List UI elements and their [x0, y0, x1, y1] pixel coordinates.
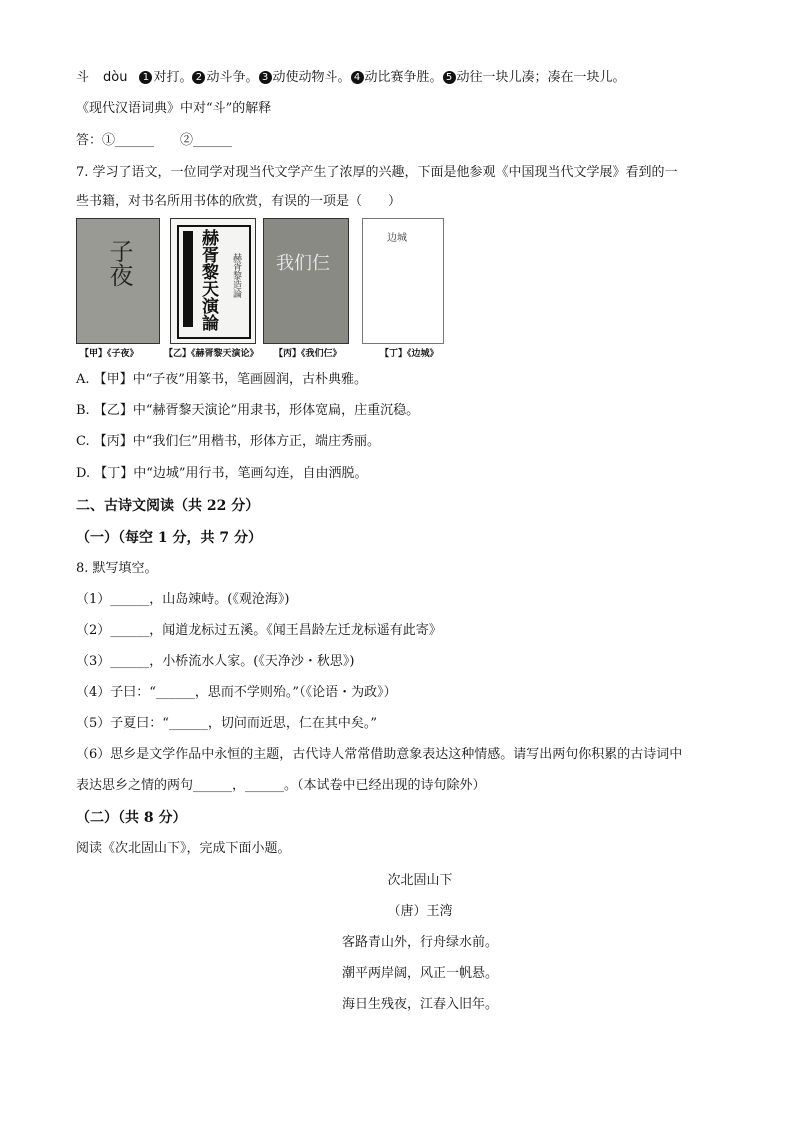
cover-title-womensa: 我们仨	[276, 253, 330, 274]
q7-option-c[interactable]: C. 【丙】中“我们仨”用楷书，形体方正，端庄秀丽。	[76, 434, 381, 449]
part2-instruction: 阅读《次北固山下》，完成下面小题。	[76, 841, 291, 856]
def-number-4: 4	[351, 71, 364, 84]
part1-title: （一）（每空 1 分，共 7 分）	[76, 530, 262, 546]
book-cover-images	[76, 218, 456, 358]
cover-band	[183, 231, 193, 327]
book-cover-biancheng	[362, 218, 444, 344]
q7-option-a[interactable]: A. 【甲】中“子夜”用篆书，笔画圆润，古朴典雅。	[76, 372, 367, 387]
book-cover-ziye	[76, 218, 160, 344]
book-cover-womensa	[263, 218, 349, 344]
dict-answer-blank[interactable]: 答：①______ ②______	[76, 133, 233, 148]
poem-author: （唐）王湾	[387, 904, 453, 919]
q8-item-3[interactable]: （3）______，小桥流水人家。(《天净沙・秋思》)	[76, 654, 355, 669]
book-cover-tianyanlun	[170, 218, 256, 344]
def-text-5: 动往一块儿凑；凑在一块儿。	[456, 70, 626, 85]
caption-ding: 【丁】《边城》	[380, 349, 439, 359]
def-number-3: 3	[259, 71, 272, 84]
poem-line-2: 潮平两岸阔，风正一帆悬。	[341, 966, 498, 981]
poem-line-3: 海日生残夜，江春入旧年。	[341, 997, 498, 1012]
caption-bing: 【丙】《我们仨》	[274, 349, 342, 359]
q8-item-2[interactable]: （2）______，闻道龙标过五溪。《闻王昌龄左迁龙标遥有此寄》	[76, 623, 442, 638]
q7-stem-line2: 些书籍，对书名所用书体的欣赏，有误的一项是（ ）	[76, 194, 402, 209]
def-text-1: 对打。	[153, 70, 193, 85]
q8-item-5[interactable]: （5）子夏曰：“______，切问而近思，仁在其中矣。”	[76, 716, 378, 731]
section-title: 二、古诗文阅读（共 22 分）	[76, 498, 260, 514]
q8-item-6-line2[interactable]: 表达思乡之情的两句______，______。（本试卷中已经出现的诗句除外）	[76, 778, 486, 793]
caption-yi: 【乙】《赫胥黎天演论》	[164, 349, 259, 359]
cover-title-biancheng: 边城	[387, 233, 407, 244]
cover-title-tianyanlun: 赫胥黎天演論	[198, 229, 218, 331]
q8-item-4[interactable]: （4）子曰：“______，思而不学则殆。”（《论语・为政》）	[76, 685, 397, 700]
cover-title-ziye: 子夜	[105, 239, 133, 287]
q8-title: 8. 默写填空。	[76, 561, 158, 576]
dict-source: 《现代汉语词典》中对“斗”的解释	[76, 101, 272, 116]
def-number-5: 5	[443, 71, 456, 84]
q7-stem-line1: 7. 学习了语文，一位同学对现当代文学产生了浓厚的兴趣，下面是他参观《中国现当代文学展》看到的一	[76, 165, 678, 180]
def-text-2: 动斗争。	[206, 70, 259, 85]
q8-item-1[interactable]: （1）______，山岛竦峙。(《观沧海》)	[76, 592, 290, 607]
def-number-2: 2	[192, 71, 205, 84]
poem-line-1: 客路青山外，行舟绿水前。	[341, 935, 498, 950]
poem-title: 次北固山下	[387, 873, 453, 888]
part2-title: （二）（共 8 分）	[76, 810, 187, 826]
q7-option-d[interactable]: D. 【丁】中“边城”用行书，笔画勾连，自由洒脱。	[76, 466, 368, 481]
dict-pinyin: dòu	[103, 70, 128, 85]
def-text-4: 动比赛争胜。	[364, 70, 443, 85]
def-number-1: 1	[139, 71, 152, 84]
dict-char: 斗	[76, 70, 90, 85]
q8-item-6-line1: （6）思乡是文学作品中永恒的主题，古代诗人常常借助意象表达这种情感。请写出两句你积累的古诗词中	[76, 747, 683, 762]
def-text-3: 动使动物斗。	[272, 70, 351, 85]
caption-jia: 【甲】《子夜》	[80, 349, 139, 359]
q7-option-b[interactable]: B. 【乙】中“赫胥黎天演论”用隶书，形体宽扁，庄重沉稳。	[76, 403, 420, 418]
dictionary-entry	[76, 68, 626, 88]
cover-side-text: 赫胥黎造論	[231, 253, 241, 298]
